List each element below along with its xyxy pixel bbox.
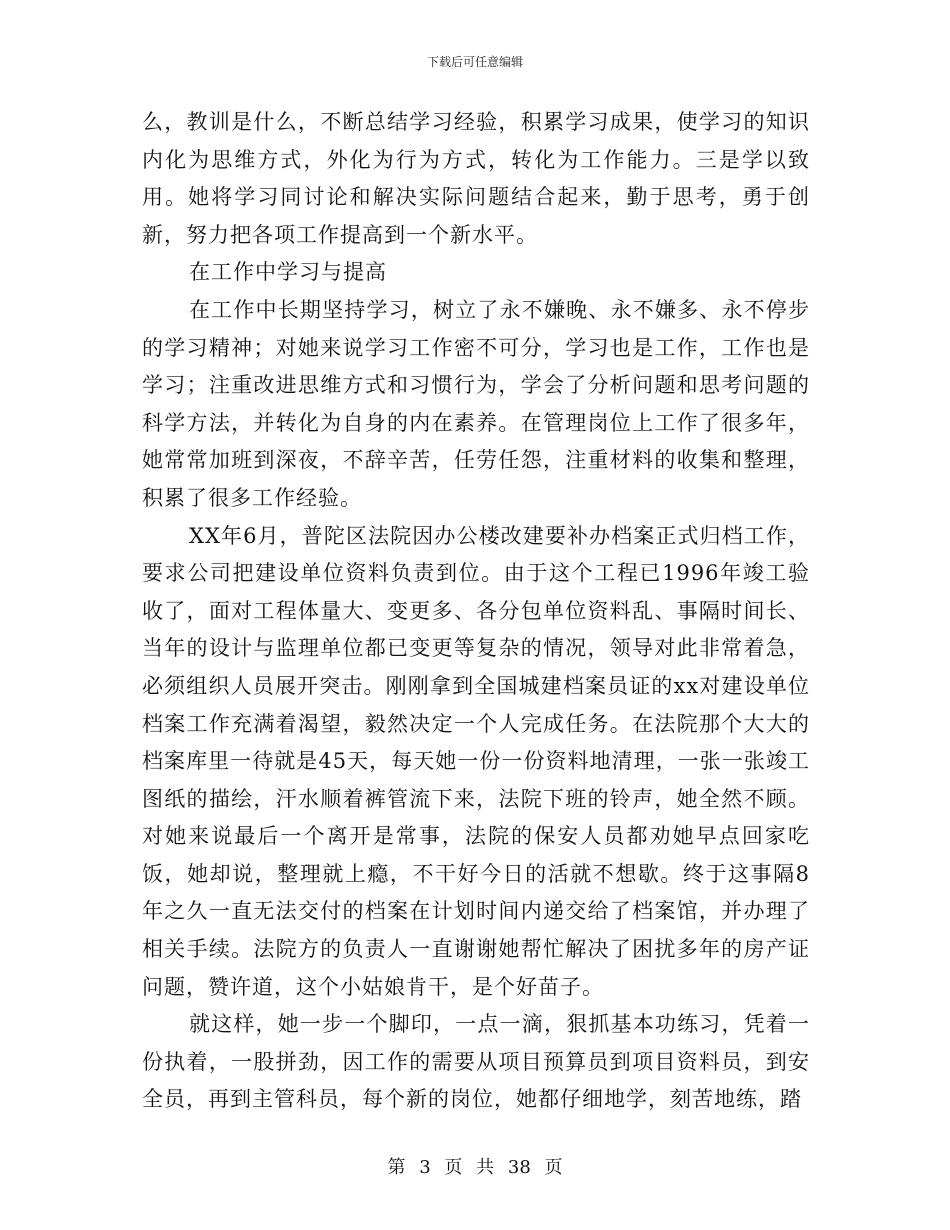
paragraph-3: XX年6月，普陀区法院因办公楼改建要补办档案正式归档工作，要求公司把建设单位资料负责到位。由于这个工程已1996年竣工验收了，面对工程体量大、变更多、各分包单位资料乱、事隔时间长、当年的设计与监理单位都已变更等复杂的情况，领导对此非常着急，必须组织人员展开突击。刚刚拿到全国城建档案员证的xx对建设单位档案工作充满着渴望，毅然决定一个人完成任务。在法院那个大大的档案库里一待就是45天，每天她一份一份资料地清理，一张一张竣工图纸的描绘，汗水顺着裤管流下来，法院下班的铃声，她全然不顾。对她来说最后一个离开是常事，法院的保安人员都劝她早点回家吃饭，她却说，整理就上瘾，不干好今日的活就不想歇。终于这事隔8年之久一直无法交付的档案在计划时间内递交给了档案馆，并办理了相关手续。法院方的负责人一直谢谢她帮忙解决了困扰多年的房产证问题，赞许道，这个小姑娘肯干，是个好苗子。 bbox=[142, 523, 810, 999]
page-header: 下载后可任意编辑 bbox=[426, 55, 523, 69]
paragraph-2: 在工作中长期坚持学习，树立了永不嫌晚、永不嫌多、永不停步的学习精神；对她来说学习工作密不可分，学习也是工作，工作也是学习；注重改进思维方式和习惯行为，学会了分析问题和思考问题的科学方法，并转化为自身的内在素养。在管理岗位上工作了很多年，她常常加班到深夜，不辞辛苦，任劳任怨，注重材料的收集和整理，积累了很多工作经验。 bbox=[142, 297, 810, 510]
footer-prefix: 第 bbox=[387, 1157, 406, 1178]
footer-total-pages: 38 bbox=[507, 1157, 531, 1178]
paragraph-4: 就这样，她一步一个脚印，一点一滴，狠抓基本功练习，凭着一份执着，一股拼劲，因工作的需要从项目预算员到项目资料员，到安全员，再到主管科员，每个新的岗位，她都仔细地学，刻苦地练，踏 bbox=[142, 1012, 810, 1112]
document-body bbox=[142, 104, 810, 1119]
section-heading: 在工作中学习与提高 bbox=[189, 260, 387, 285]
footer-page-number: 3 bbox=[419, 1157, 431, 1178]
footer-total-word: 共 bbox=[476, 1157, 495, 1178]
footer-suffix: 页 bbox=[544, 1157, 563, 1178]
paragraph-1: 么，教训是什么，不断总结学习经验，积累学习成果，使学习的知识内化为思维方式，外化为行为方式，转化为工作能力。三是学以致用。她将学习同讨论和解决实际问题结合起来，勤于思考，勇于创新，努力把各项工作提高到一个新水平。 bbox=[142, 110, 810, 247]
footer-page-word: 页 bbox=[444, 1157, 463, 1178]
page-footer bbox=[0, 1153, 950, 1179]
